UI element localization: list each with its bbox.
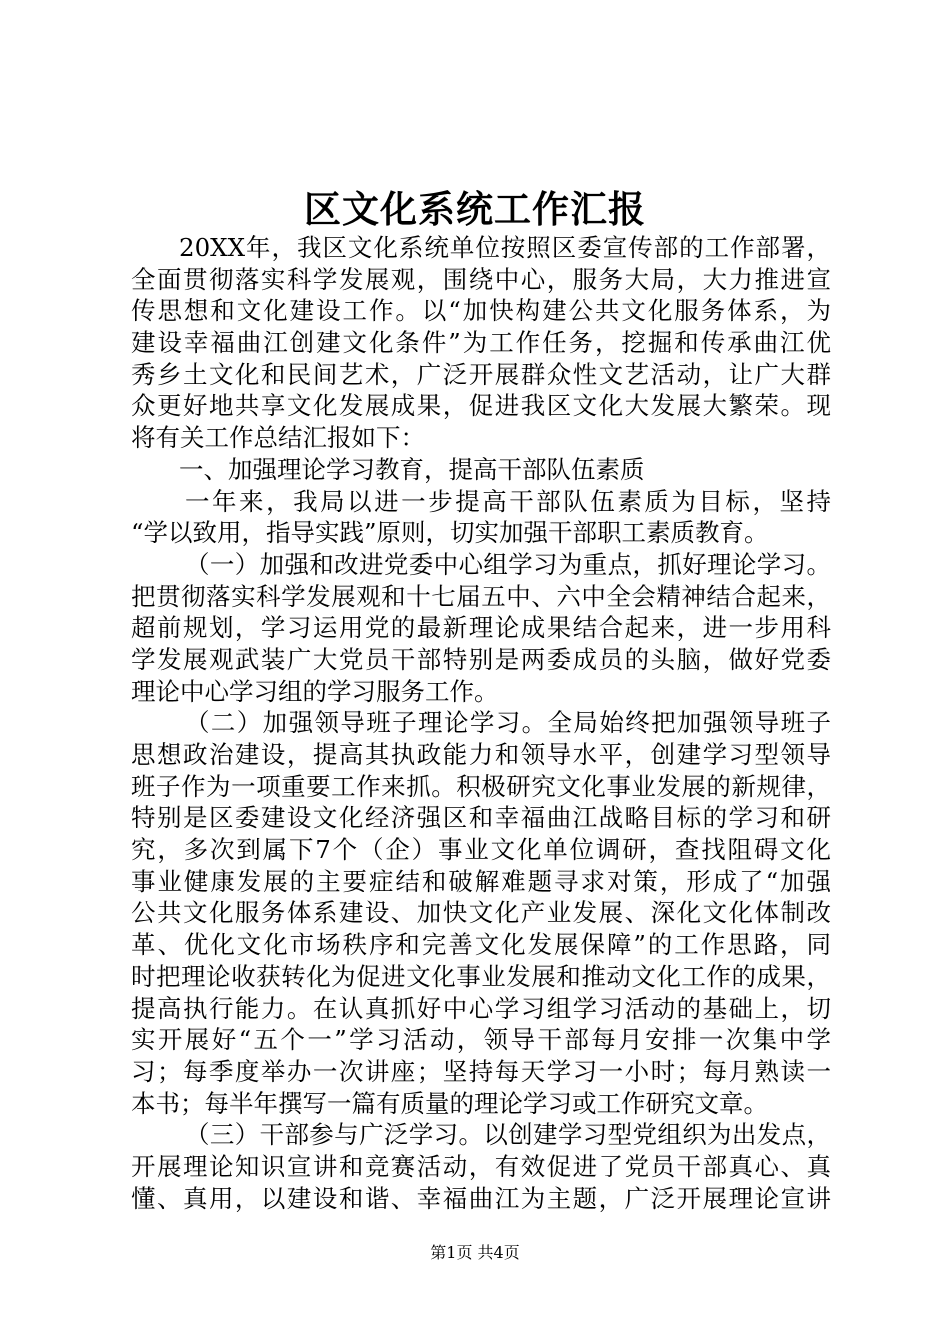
body-line: 班子作为一项重要工作来抓。积极研究文化事业发展的新规律， bbox=[131, 771, 831, 801]
body-line: 本书；每半年撰写一篇有质量的理论学习或工作研究文章。 bbox=[131, 1088, 768, 1118]
body-line: 把贯彻落实科学发展观和十七届五中、六中全会精神结合起来， bbox=[131, 581, 831, 611]
body-line: 将有关工作总结汇报如下： bbox=[131, 423, 425, 453]
page-title: 区文化系统工作汇报 bbox=[304, 187, 646, 231]
body-line: 提高执行能力。在认真抓好中心学习组学习活动的基础上，切 bbox=[131, 993, 831, 1023]
page-footer: 第1页 共4页 bbox=[430, 1243, 520, 1262]
body-line: 传思想和文化建设工作。以“加快构建公共文化服务体系，为 bbox=[131, 296, 831, 326]
body-line: （一）加强和改进党委中心组学习为重点，抓好理论学习。 bbox=[185, 549, 831, 579]
body-line: 究，多次到属下7个（企）事业文化单位调研，查找阻碍文化 bbox=[131, 835, 831, 865]
body-line: 一年来，我局以进一步提高干部队伍素质为目标，坚持 bbox=[185, 486, 831, 516]
document-body bbox=[131, 232, 831, 1214]
body-line: 建设幸福曲江创建文化条件”为工作任务，挖掘和传承曲江优 bbox=[131, 328, 831, 358]
body-line: 全面贯彻落实科学发展观，围绕中心，服务大局，大力推进宣 bbox=[131, 264, 831, 294]
body-line: 革、优化文化市场秩序和完善文化发展保障”的工作思路，同 bbox=[131, 930, 831, 960]
body-line: 一、加强理论学习教育，提高干部队伍素质 bbox=[179, 454, 645, 484]
body-line: 20XX年，我区文化系统单位按照区委宣传部的工作部署， bbox=[179, 233, 831, 262]
body-line: 习；每季度举办一次讲座；坚持每天学习一小时；每月熟读一 bbox=[131, 1056, 831, 1086]
body-line: 时把理论收获转化为促进文化事业发展和推动文化工作的成果， bbox=[131, 961, 831, 991]
body-line: 懂、真用，以建设和谐、幸福曲江为主题，广泛开展理论宣讲 bbox=[131, 1183, 831, 1213]
body-line: 开展理论知识宣讲和竞赛活动，有效促进了党员干部真心、真 bbox=[131, 1151, 831, 1181]
body-line: “学以致用，指导实践”原则，切实加强干部职工素质教育。 bbox=[131, 518, 769, 548]
body-line: 思想政治建设，提高其执政能力和领导水平，创建学习型领导 bbox=[131, 740, 831, 769]
body-line: 学发展观武装广大党员干部特别是两委成员的头脑，做好党委 bbox=[131, 644, 831, 674]
body-line: 理论中心学习组的学习服务工作。 bbox=[131, 676, 499, 706]
body-line: （三）干部参与广泛学习。以创建学习型党组织为出发点， bbox=[185, 1120, 831, 1150]
body-line: 超前规划，学习运用党的最新理论成果结合起来，进一步用科 bbox=[131, 613, 831, 643]
body-line: 公共文化服务体系建设、加快文化产业发展、深化文化体制改 bbox=[131, 898, 831, 928]
body-line: 众更好地共享文化发展成果，促进我区文化大发展大繁荣。现 bbox=[131, 391, 831, 421]
body-line: 特别是区委建设文化经济强区和幸福曲江战略目标的学习和研 bbox=[131, 803, 831, 833]
body-line: 秀乡土文化和民间艺术，广泛开展群众性文艺活动，让广大群 bbox=[131, 359, 831, 389]
body-line: （二）加强领导班子理论学习。全局始终把加强领导班子 bbox=[185, 708, 831, 738]
body-line: 实开展好“五个一”学习活动，领导干部每月安排一次集中学 bbox=[131, 1025, 831, 1055]
body-line: 事业健康发展的主要症结和破解难题寻求对策，形成了“加强 bbox=[131, 866, 831, 896]
